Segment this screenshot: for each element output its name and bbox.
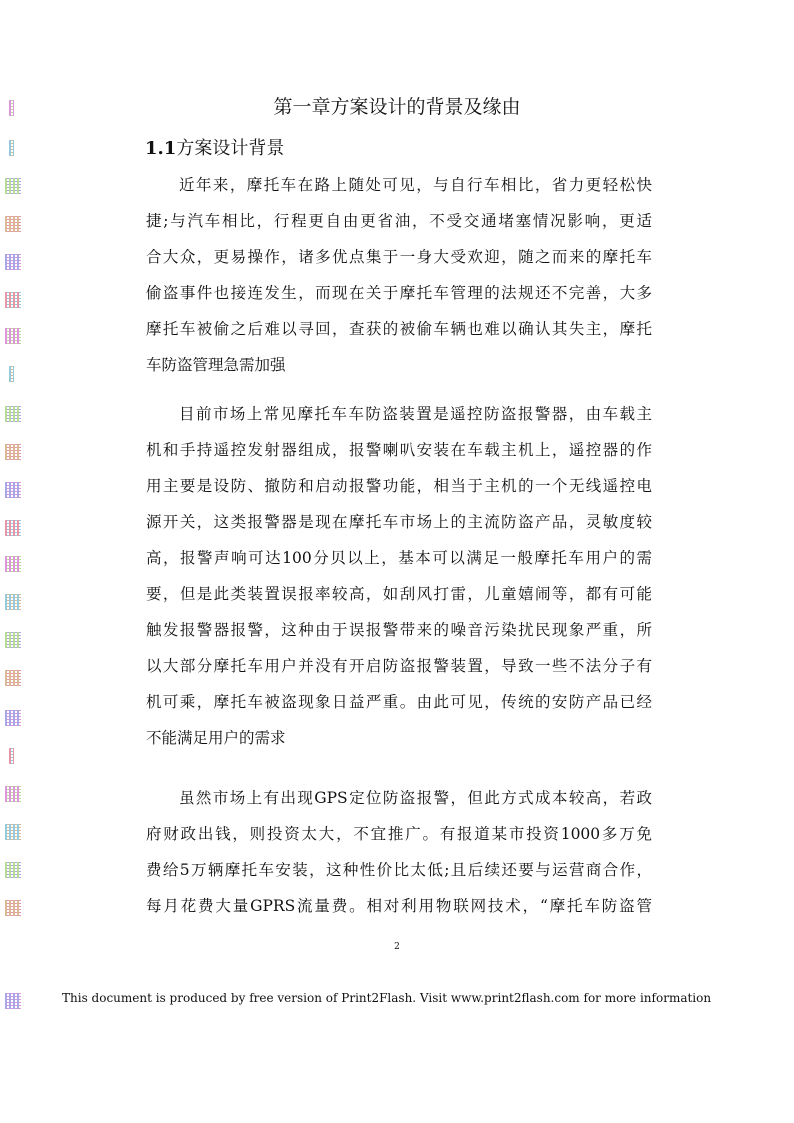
margin-artifact: [5, 594, 21, 610]
paragraph-line: 车防盗管理急需加强: [146, 356, 286, 374]
margin-artifact: [5, 216, 21, 232]
margin-artifact: [5, 482, 21, 498]
margin-artifact: [5, 710, 21, 726]
margin-artifact: [9, 748, 14, 764]
paragraph-line: 偷盗事件也接连发生，而现在关于摩托车管理的法规还不完善，大多: [146, 284, 652, 302]
section-title: 方案设计背景: [176, 138, 285, 159]
section-number: 1.1: [145, 138, 177, 159]
margin-artifact: [5, 632, 21, 648]
paragraph-1: [146, 173, 652, 389]
margin-artifact: [5, 824, 21, 840]
paragraph-line: 捷;与汽车相比，行程更自由更省油，不受交通堵塞情况影响，更适: [146, 212, 652, 230]
footer-notice: This document is produced by free version of Print2Flash. Visit www.print2flash.com for more information: [62, 991, 712, 1005]
paragraph-line: 机和手持遥控发射器组成，报警喇叭安装在车载主机上，遥控器的作: [146, 441, 652, 459]
paragraph-line: 虽然市场上有出现GPS定位防盗报警，但此方式成本较高，若政: [179, 789, 652, 807]
margin-artifact: [9, 140, 14, 156]
margin-artifact: [5, 328, 21, 344]
margin-artifact: [5, 862, 21, 878]
paragraph-line: 近年来，摩托车在路上随处可见，与自行车相比，省力更轻松快: [179, 176, 652, 194]
margin-artifact: [5, 670, 21, 686]
paragraph-line: 要，但是此类装置误报率较高，如刮风打雷，儿童嬉闹等，都有可能: [146, 585, 652, 603]
paragraph-line: 府财政出钱，则投资太大，不宜推广。有报道某市投资1000多万免: [146, 825, 652, 843]
paragraph-line: 源开关，这类报警器是现在摩托车市场上的主流防盗产品，灵敏度较: [146, 513, 652, 531]
paragraph-line: 摩托车被偷之后难以寻回，查获的被偷车辆也难以确认其失主，摩托: [146, 320, 652, 338]
paragraph-line: 以大部分摩托车用户并没有开启防盗报警装置，导致一些不法分子有: [146, 657, 652, 675]
section-heading: [145, 137, 284, 161]
margin-artifact: [5, 254, 21, 270]
margin-artifact: [5, 520, 21, 536]
margin-artifacts: [3, 0, 23, 1123]
margin-artifact: [5, 406, 21, 422]
paragraph-line: 高，报警声响可达100分贝以上，基本可以满足一般摩托车用户的需: [146, 549, 652, 567]
paragraph-line: 每月花费大量GPRS流量费。相对利用物联网技术，“摩托车防盗管: [146, 897, 652, 915]
paragraph-line: 触发报警器报警，这种由于误报警带来的噪音污染扰民现象严重，所: [146, 621, 652, 639]
paragraph-line: 费给5万辆摩托车安装，这种性价比太低;且后续还要与运营商合作，: [146, 861, 652, 879]
paragraph-line: 不能满足用户的需求: [146, 729, 286, 747]
paragraph-line: 目前市场上常见摩托车车防盗装置是遥控防盗报警器，由车载主: [179, 405, 652, 423]
paragraph-2: [146, 402, 652, 762]
chapter-title: 第一章方案设计的背景及缘由: [273, 96, 521, 118]
margin-artifact: [5, 444, 21, 460]
margin-artifact: [5, 786, 21, 802]
paragraph-line: 合大众，更易操作，诸多优点集于一身大受欢迎，随之而来的摩托车: [146, 248, 652, 266]
margin-artifact: [5, 900, 21, 916]
paragraph-line: 用主要是设防、撤防和启动报警功能，相当于主机的一个无线遥控电: [146, 477, 652, 495]
margin-artifact: [5, 292, 21, 308]
margin-artifact: [5, 993, 21, 1009]
paragraph-3: [146, 786, 652, 930]
page-number: 2: [394, 942, 400, 952]
margin-artifact: [9, 366, 14, 382]
margin-artifact: [5, 556, 21, 572]
paragraph-line: 机可乘，摩托车被盗现象日益严重。由此可见，传统的安防产品已经: [146, 693, 652, 711]
margin-artifact: [5, 178, 21, 194]
